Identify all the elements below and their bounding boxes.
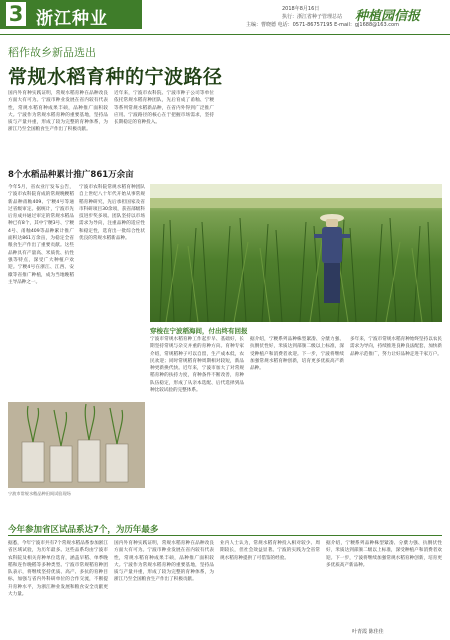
article-title: 常规水稻育种的宁波路径 <box>8 66 223 88</box>
contact-line: 主编：曹晓德 电话：0571-86757195 E-mail：gj1688@163.com <box>246 22 399 28</box>
section2-body-2: 据介绍，宁粳系列品种株型紧凑、分蘖力强、抗倒伏性好，米质达到部颁二级以上标准，深受种植户和消费者欢迎。下一步，宁波将继续加强常规水稻育种创新，培育更多优质高产新品种。 <box>250 337 344 372</box>
bottom-body-4: 据介绍，宁粳系列品种株型紧凑、分蘖力强、抗倒伏性好，米质达到部颁二级以上标准，深受种植户和消费者欢迎。下一步，宁波将继续加强常规水稻育种创新，培育更多优质高产新品种。 <box>326 541 442 568</box>
rice-field-photo <box>150 184 442 322</box>
section-body-2: 宁波市农科院常规水稻育种团队自上世纪八十年代开始从事常规稻育种研究，先后承担国家及省市科研项目30余项，获省部级科技进步奖多项。团队坚持以市场需求为导向，注重品种的适应性和稳定性，选育出一批综合性状优良的常规水稻新品种。 <box>79 185 145 242</box>
article-kicker: 稻作故乡新品选出 <box>8 46 96 59</box>
date-line: 2018年8月16日 <box>282 6 320 12</box>
section2-body-3: 多年来，宁波市常规水稻育种始终坚持以农民需求为导向，持续推进良种良法配套，加快新品种示范推广，努力让好品种走进千家万户。 <box>350 337 442 357</box>
bottom-divider <box>8 535 442 536</box>
bottom-section-heading: 今年参加省区试品系达7个，为历年最多 <box>8 525 159 535</box>
section-banner <box>0 0 142 29</box>
byline: 叶青霞 陈佳佳 <box>352 629 384 635</box>
page-number: 3 <box>6 2 26 26</box>
section2-body: 宁波市常规水稻育种工作起步早、基础好，长期坚持常规与杂交并重的育种方向。育种专家介绍，常规稻种子可以自留，生产成本低，农民欢迎；同时常规稻育种周期相对较短，新品种更新换代快。近年来，宁波市加大了对常规稻育种的扶持力度，育种条件不断改善，育种队伍稳定，形成了从亲本选配、后代选择到品种比较试验的完整体系。 <box>150 337 244 394</box>
section-title: 浙江种业 <box>36 9 108 29</box>
section-heading: 8个水稻品种累计推广861万余亩 <box>8 170 134 180</box>
header-divider <box>0 34 450 35</box>
photo-caption: 穿梭在宁波稻海间，付出终有回报 <box>150 327 248 335</box>
lead-paragraph-2: 近年来，宁波市农科院、宁波市种子公司等单位依托常规水稻育种团队，先后育成了甬籼、宁粳等系列常规水稻新品种，在省内外得到广泛推广应用。宁波路径的核心在于把握市场需求，坚持长期稳定的育种投入。 <box>114 91 214 126</box>
bottom-body-2: 国内外育种实践证明，常规水稻育种在品种改良方面大有可为。宁波市种业发展在省内较有代表性，常规水稻育种成果丰硕，品种推广面积较大。宁波作为常规水稻育种的重要基地，坚持品质与产量并重，形成了较为完整的育种体系，为浙江乃至全国粮食生产作出了积极贡献。 <box>114 541 214 583</box>
bottom-body: 据悉，今年宁波市共有7个常规水稻品系参加浙江省区域试验，为历年最多。这些品系均由宁波市农科院及相关育种单位选育，涵盖早稻、单季晚稻和连作晚稻等多种类型。宁波市常规稻育种团队表示，将继续坚持优质、高产、多抗的育种目标，加强与省内外科研单位的合作交流，不断提升育种水平，为浙江种业发展和粮食安全贡献更大力量。 <box>8 541 108 598</box>
photo2-caption: 宁波市常规水稻品种田间试验现场 <box>8 491 71 496</box>
section-body: 今年5月，省农业厅发布公告，宁波市农科院育成的常规晚粳稻新品种甬籼409、宁粳4号等通过省级审定。据统计，宁波市先后育成并通过审定的常规水稻品种已有8个，其中宁粳3号、宁粳4号、甬籼409等品种累计推广面积达861万余亩，为稳定全省粮食生产作出了重要贡献。这些品种具有产量高、米质优、抗性强等特点，深受广大种植户欢迎。宁粳4号在浙江、江西、安徽等省推广种植，成为当地晚稻主导品种之一。 <box>8 185 74 285</box>
rice-field-illustration <box>150 184 442 322</box>
seedling-photo <box>8 402 145 488</box>
bottom-body-3: 业内人士认为，常规水稻育种投入相对较少、周期较长，但社会效益显著。宁波的实践为全省常规水稻育种提供了可借鉴的经验。 <box>220 541 320 561</box>
editor-line: 执行：浙江省种子管理总站 <box>282 14 343 20</box>
masthead-logo: 种植园信报 <box>355 9 421 24</box>
seedling-illustration <box>8 402 145 488</box>
lead-paragraph: 国内外育种实践证明，常规水稻育种在品种改良方面大有可为。宁波市种业发展在省内较有代表性，常规水稻育种成果丰硕，品种推广面积较大。宁波作为常规水稻育种的重要基地，坚持品质与产量并重，形成了较为完整的育种体系，为浙江乃至全国粮食生产作出了积极贡献。 <box>8 91 108 133</box>
